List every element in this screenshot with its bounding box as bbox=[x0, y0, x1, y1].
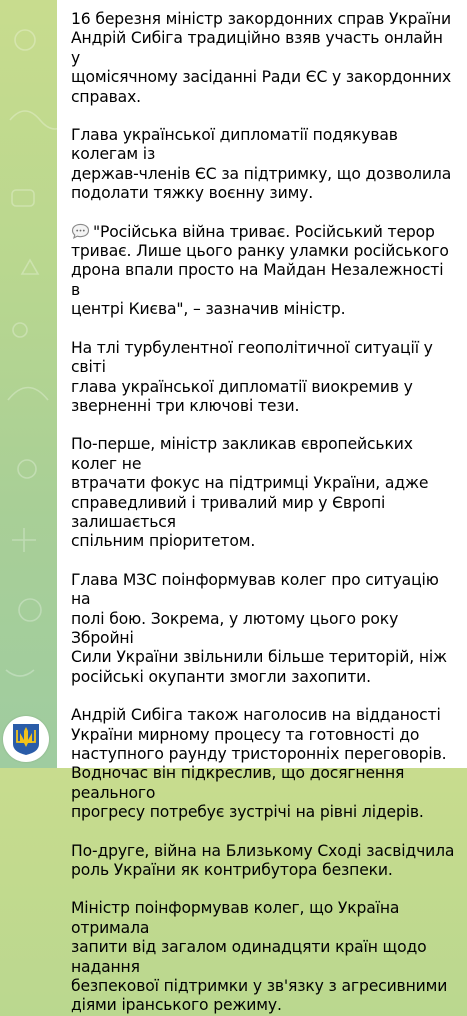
message-paragraph: Міністр поінформував колег, що Україна отримала запити від загалом одинадцяти країн щодо надання безпекової підтримки у зв'язку з агресивними діями іранського режиму. bbox=[71, 899, 448, 1015]
message-paragraph: На тлі турбулентної геополітичної ситуації у світі глава української дипломатії виокремив у зверненні три ключові тези. bbox=[71, 338, 433, 415]
trident-coat-of-arms-icon bbox=[11, 722, 41, 756]
message-paragraph: Андрій Сибіга також наголосив на відданості України мирному процесу та готовності до наступного раунду тристоронніх переговорів. Водночас він підкреслив, що досягнення реального прогресу потребує зустрічі на рівні лідерів. bbox=[71, 706, 447, 822]
channel-avatar[interactable] bbox=[3, 716, 49, 762]
message-quote-paragraph bbox=[71, 223, 455, 320]
message-paragraph: По-перше, міністр закликав європейських колег не втрачати фокус на підтримці України, адже справедливий і тривалий мир у Європі залишається спільним пріоритетом. bbox=[71, 435, 429, 551]
message-paragraph: 16 березня міністр закордонних справ України Андрій Сибіга традиційно взяв участь онлайн у щомісячному засіданні Ради ЄС у закордонних справах. bbox=[71, 10, 452, 106]
speech-bubble-icon bbox=[71, 223, 90, 239]
quote-text: "Російська війна триває. Російський терор триває. Лише цього ранку уламки російського дрона впали просто на Майдан Незалежності в центрі Києва", – зазначив міністр. bbox=[71, 222, 449, 319]
message-paragraph: По-друге, війна на Близькому Сході засвідчила роль України як контрибутора безпеки. bbox=[71, 841, 455, 880]
message-paragraph: Глава української дипломатії подякував колегам із держав-членів ЄС за підтримку, що дозволила подолати тяжку воєнну зиму. bbox=[71, 126, 452, 203]
message-bubble bbox=[57, 0, 467, 1015]
message-paragraph: Глава МЗС поінформував колег про ситуацію на полі бою. Зокрема, у лютому цього року Збройні Сили України звільнили більше територій, ніж російські окупанти змогли захопити. bbox=[71, 570, 447, 686]
